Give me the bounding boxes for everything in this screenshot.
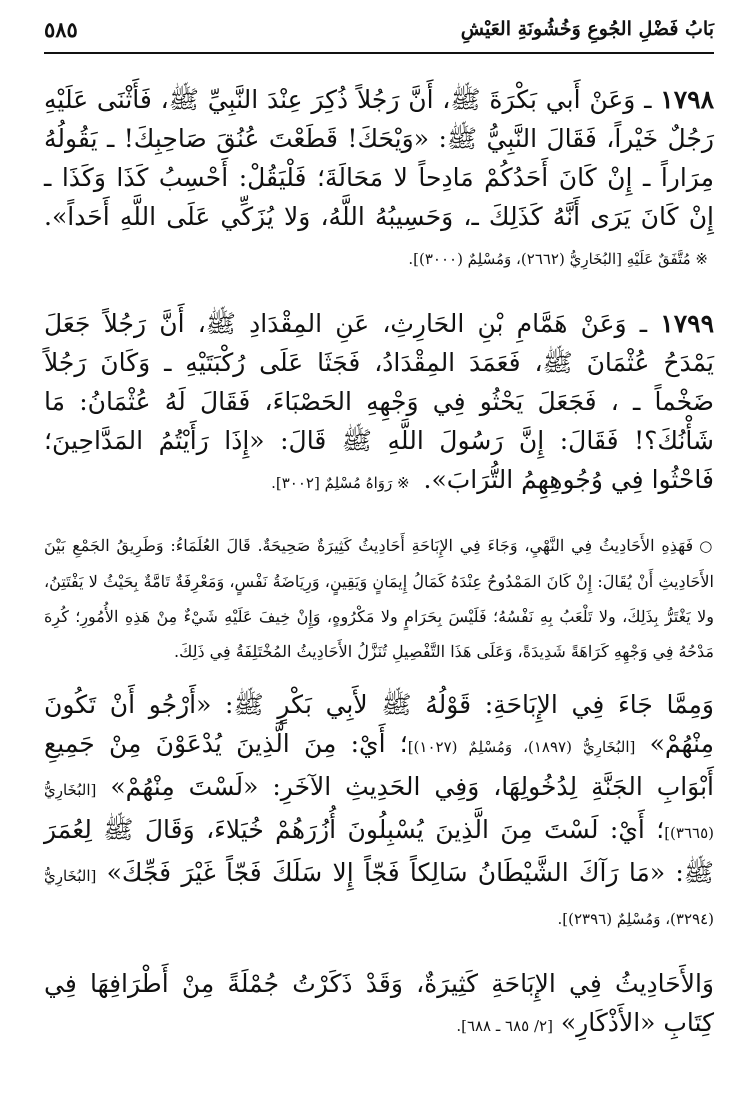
running-header (44, 6, 714, 54)
ibaha-text-3: ؛ أَيْ: لَسْتَ مِنَ الَّذِينَ يُسْبِلُونَ أُزُرَهُمْ خُيَلاءَ، وَقَالَ ﷺ لِعُمَرَ ﷺ: «مَا رَآكَ الشَّيْطَانُ سَالِكاً فَجّاً إِلا سَلَكَ فَجّاً غَيْرَ فَجِّكَ» (44, 815, 714, 887)
ibaha-text-1: وَمِمَّا جَاءَ فِي الإِبَاحَةِ: قَوْلُهُ ﷺ لأَبِي بَكْرٍ ﷺ: «أَرْجُو أَنْ تَكُونَ مِنْهُمْ» (44, 690, 714, 758)
ibaha-paragraph (44, 685, 714, 939)
hadith-text: ـ وَعَنْ هَمَّامِ بْنِ الحَارِثِ، عَنِ المِقْدَادِ ﷺ، أَنَّ رَجُلاً جَعَلَ يَمْدَحُ عُثْمَانَ ﷺ، فَعَمَدَ المِقْدَادُ، فَجَثَا عَلَى رُكْبَتَيْهِ ـ وَكَانَ رَجُلاً ضَخْماً ـ ، فَجَعَلَ يَحْثُو فِي وَجْهِهِ الحَصْبَاءَ، فَقَالَ لَهُ عُثْمَانُ: مَا شَأْنُكَ؟! فَقَالَ: إِنَّ رَسُولَ اللَّهِ ﷺ قَالَ: «إِذَا رَأَيْتُمُ المَدَّاحِينَ؛ فَاحْثُوا فِي وُجُوهِهِمُ التُّرَابَ». (44, 309, 714, 494)
ibaha-reference-1: [البُخَارِيُّ (١٨٩٧)، وَمُسْلِمٌ (١٠٢٧)] (407, 738, 636, 756)
hadith-reference: ※ مُتَّفَقٌ عَلَيْهِ [البُخَارِيُّ (٢٦٦٢)، وَمُسْلِمٌ (٣٠٠٠)]. (408, 250, 708, 268)
closing-text: وَالأَحَادِيثُ فِي الإِبَاحَةِ كَثِيرَةٌ، وَقَدْ ذَكَرْتُ جُمْلَةً مِنْ أَطْرَافِهَا فِي كِتَابِ «الأَذْكَارِ» (44, 969, 714, 1037)
hadith-number: ١٧٩٩ (660, 309, 714, 338)
circle-mark-icon: ○ (699, 537, 714, 555)
chapter-title: بَابُ فَضْلِ الجُوعِ وَخُشُونَةِ العَيْشِ (460, 18, 714, 40)
commentary-text: فَهَذِهِ الأَحَادِيثُ فِي النَّهْيِ، وَجَاءَ فِي الإِبَاحَةِ أَحَادِيثُ كَثِيرَةٌ صَحِيحَةٌ. قَالَ العُلَمَاءُ: وَطَرِيقُ الجَمْعِ بَيْنَ الأَحَادِيثِ أَنْ يُقَالَ: إِنْ كَانَ المَمْدُوحُ عِنْدَهُ كَمَالُ إِيمَانٍ وَيَقِينٍ، وَرِيَاضَةُ نَفْسٍ، وَمَعْرِفَةٌ تَامَّةٌ بِحَيْثُ لا يَفْتَتِنُ، ولا يَغْتَرُّ بِذَلِكَ، ولا تَلْعَبُ بِهِ نَفْسُهُ؛ فَلَيْسَ بِحَرَامٍ ولا مَكْرُوهٍ، وَإِنْ خِيفَ عَلَيْهِ شَيْءٌ مِنْ هَذِهِ الأُمُورِ؛ كُرِهَ مَدْحُهُ فِي وَجْهِهِ كَرَاهَةً شَدِيدَةً، وَعَلَى هَذَا التَّفْصِيلِ تُنَزَّلُ الأَحَادِيثُ المُخْتَلِفَةُ فِي ذَلِكَ. (44, 536, 714, 661)
ibaha-text-2: ؛ أَيْ: مِنَ الَّذِينَ يُدْعَوْنَ مِنْ جَمِيعِ أَبْوَابِ الجَنَّةِ لِدُخُولِهَا، وَفِي الحَدِيثِ الآخَرِ: «لَسْتَ مِنْهُمْ» (44, 729, 715, 801)
closing-paragraph (44, 964, 714, 1046)
hadith-1799 (44, 304, 714, 503)
ibaha-reference-2: [البُخَارِيُّ (٣٦٦٥)] (44, 781, 714, 842)
hadith-1798 (44, 80, 714, 279)
ibaha-reference-3: [البُخَارِيُّ (٣٢٩٤)، وَمُسْلِمٌ (٢٣٩٦)]. (44, 867, 714, 928)
hadith-text: ـ وَعَنْ أَبي بَكْرَةَ ﷺ، أَنَّ رَجُلاً ذُكِرَ عِنْدَ النَّبِيِّ ﷺ، فَأَثْنَى عَلَيْهِ رَجُلٌ خَيْراً، فَقَالَ النَّبِيُّ ﷺ: «وَيْحَكَ! قَطَعْتَ عُنُقَ صَاحِبِكَ! ـ يَقُولُهُ مِرَاراً ـ إِنْ كَانَ أَحَدُكُمْ مَادِحاً لا مَحَالَةَ؛ فَلْيَقُلْ: أَحْسِبُ كَذَا وَكَذَا ـ إِنْ كَانَ يَرَى أَنَّهُ كَذَلِكَ ـ، وَحَسِيبُهُ اللَّهُ، وَلا يُزَكِّي عَلَى اللَّهِ أَحَداً». (44, 85, 714, 231)
book-page (0, 6, 754, 1118)
page-number: ٥٨٥ (44, 16, 78, 42)
commentary-paragraph (44, 528, 714, 669)
hadith-reference: ※ رَوَاهُ مُسْلِمٌ [٣٠٠٢]. (271, 474, 410, 492)
closing-reference: [٢/ ٦٨٥ ـ ٦٨٨]. (456, 1017, 553, 1035)
hadith-number: ١٧٩٨ (660, 85, 714, 114)
